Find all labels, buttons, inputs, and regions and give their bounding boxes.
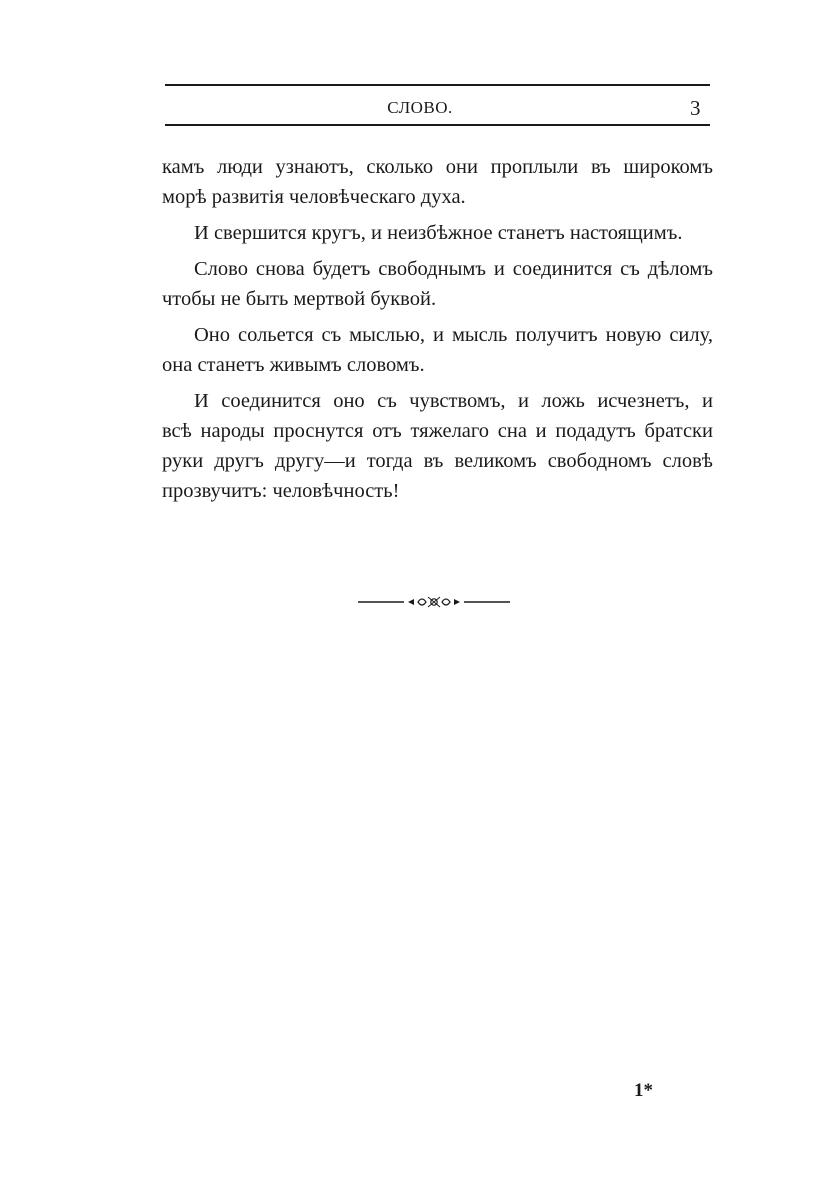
word: въ <box>590 156 611 178</box>
word: станетъ <box>197 354 265 376</box>
word: развитія <box>211 186 284 208</box>
word: будетъ <box>312 258 371 280</box>
word: И <box>194 390 209 412</box>
word: и <box>371 222 383 244</box>
word: съ <box>321 324 342 346</box>
text-line <box>162 350 713 380</box>
word: словѣ <box>662 450 713 472</box>
word: новую <box>605 324 662 346</box>
word: мыслью, <box>349 324 426 346</box>
word: морѣ <box>162 186 207 208</box>
word: не <box>220 288 241 310</box>
text-line <box>162 152 713 182</box>
word: и <box>517 390 529 412</box>
text-line <box>162 182 713 212</box>
text-line <box>162 254 713 284</box>
word: великомъ <box>454 450 537 472</box>
word: она <box>162 354 193 376</box>
word: узнаютъ, <box>275 156 354 178</box>
body-text <box>162 152 713 506</box>
word: прозвучитъ: <box>162 480 268 502</box>
ornament-divider <box>358 592 510 612</box>
word: человѣческаго <box>289 186 416 208</box>
word: отъ <box>372 420 402 442</box>
word: сна <box>497 420 527 442</box>
word: съ <box>620 258 640 280</box>
word: тогда <box>366 450 413 472</box>
word: ложь <box>541 390 585 412</box>
word: соединится <box>512 258 613 280</box>
word: камъ <box>162 156 205 178</box>
word: снова <box>255 258 305 280</box>
word: буквой. <box>370 288 437 310</box>
word: другъ <box>214 450 264 472</box>
word: свободнымъ <box>378 258 486 280</box>
word: въ <box>423 450 444 472</box>
word: живымъ <box>269 354 342 376</box>
header-rule-bottom <box>165 124 710 126</box>
word: проснутся <box>273 420 364 442</box>
word: кругъ, <box>311 222 366 244</box>
word: чтобы <box>162 288 216 310</box>
word: И <box>194 222 209 244</box>
word: и <box>493 258 505 280</box>
header-rule-top <box>165 84 710 86</box>
word: Слово <box>194 258 248 280</box>
word: человѣчность! <box>272 480 400 502</box>
text-line <box>162 416 713 446</box>
word: исчезнетъ, <box>597 390 690 412</box>
word: свершится <box>213 222 307 244</box>
word: подадутъ <box>555 420 636 442</box>
word: свободномъ <box>547 450 652 472</box>
text-line <box>162 476 713 506</box>
word: народы <box>200 420 265 442</box>
word: всѣ <box>162 420 192 442</box>
text-line <box>162 446 713 476</box>
word: они <box>445 156 478 178</box>
word: широкомъ <box>623 156 713 178</box>
text-line <box>162 386 713 416</box>
word: силу, <box>669 324 713 346</box>
word: съ <box>377 390 397 412</box>
running-title: СЛОВО. <box>387 98 453 117</box>
word: станетъ <box>497 222 565 244</box>
word: духа. <box>420 186 466 208</box>
word: неизбѣжное <box>387 222 493 244</box>
word: Оно <box>194 324 231 346</box>
word: получитъ <box>515 324 598 346</box>
word: проплыли <box>490 156 579 178</box>
text-line <box>162 284 713 314</box>
word: и <box>701 390 713 412</box>
word: руки <box>162 450 204 472</box>
text-line <box>162 218 713 248</box>
word: и <box>432 324 444 346</box>
word: тяжелаго <box>410 420 490 442</box>
word: мертвой <box>293 288 366 310</box>
word: мысль <box>451 324 508 346</box>
word: сольется <box>238 324 314 346</box>
word: и <box>535 420 547 442</box>
word: быть <box>245 288 289 310</box>
signature-mark: 1* <box>634 1080 653 1101</box>
word: дѣломъ <box>647 258 713 280</box>
word: чувствомъ, <box>409 390 506 412</box>
page-number: 3 <box>690 96 701 120</box>
word: люди <box>216 156 263 178</box>
word: другу—и <box>274 450 356 472</box>
word: настоящимъ. <box>569 222 683 244</box>
word: словомъ. <box>346 354 425 376</box>
word: соединится <box>221 390 321 412</box>
text-line <box>162 320 713 350</box>
word: сколько <box>366 156 434 178</box>
word: братски <box>644 420 713 442</box>
word: оно <box>333 390 365 412</box>
